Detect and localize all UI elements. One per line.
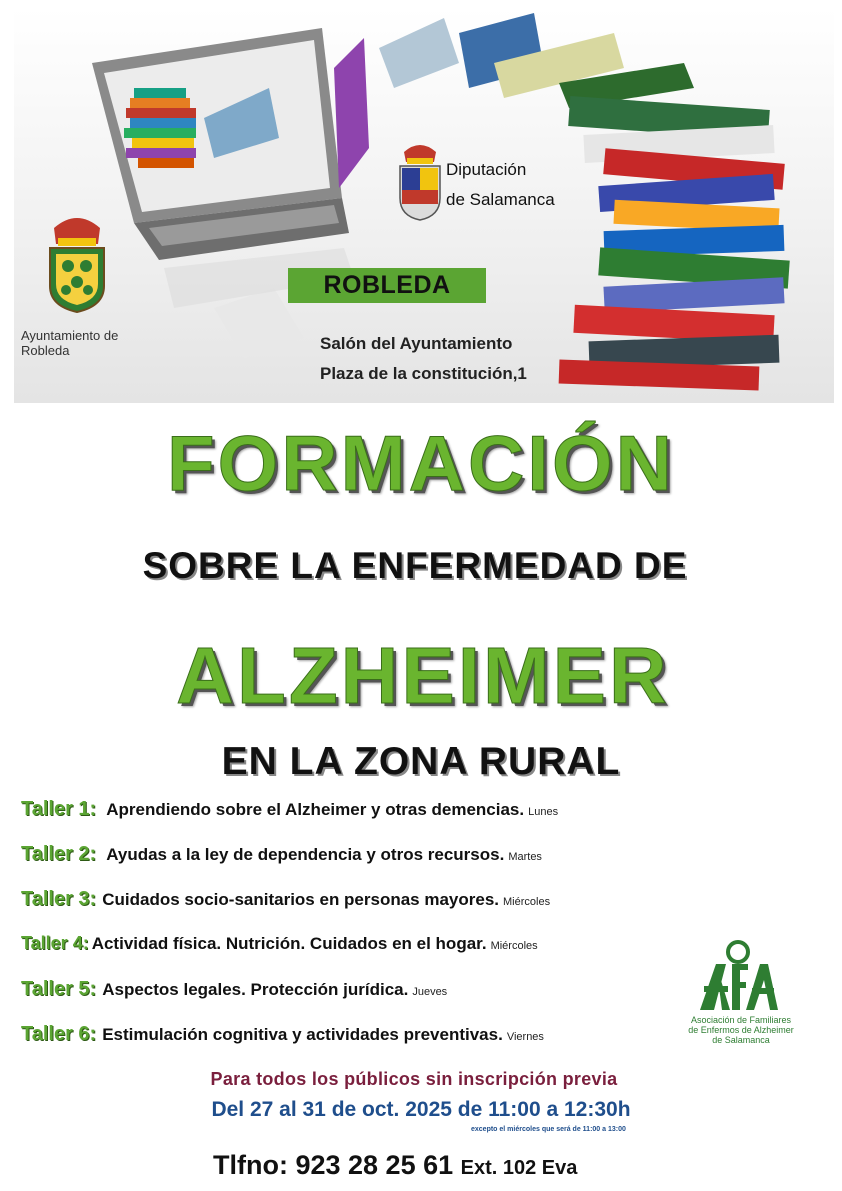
diputacion-label-line2: de Salamanca [446, 190, 555, 209]
taller-item-6 [21, 1023, 544, 1046]
books-stack-icon [559, 96, 790, 390]
contact-phone [213, 1150, 577, 1181]
diputacion-coat-of-arms-icon [398, 138, 442, 222]
ayuntamiento-label [21, 328, 118, 358]
wednesday-exception: excepto el miércoles que será de 11:00 a 13:00 [471, 1126, 626, 1133]
afa-label [686, 1015, 796, 1045]
taller-day: Martes [508, 851, 542, 863]
taller-day: Lunes [528, 806, 559, 818]
taller-title: Ayudas a la ley de dependencia y otros recursos. [106, 845, 505, 864]
taller-item-1 [21, 798, 558, 821]
taller-title: Actividad física. Nutrición. Cuidados en el hogar. [91, 934, 487, 953]
title-rural: EN LA ZONA RURAL [221, 740, 621, 783]
diputacion-label-line1: Diputación [446, 160, 527, 179]
event-dates: Del 27 al 31 de oct. 2025 de 11:00 a 12:30h [211, 1098, 631, 1121]
taller-item-4 [21, 933, 538, 954]
taller-day: Miércoles [503, 896, 551, 908]
taller-item-2 [21, 843, 542, 866]
taller-title: Aprendiendo sobre el Alzheimer y otras demencias. [106, 800, 525, 819]
taller-label: Taller 5: [21, 978, 97, 1000]
taller-label: Taller 4: [21, 933, 89, 953]
taller-day: Jueves [412, 986, 448, 998]
phone-number: Tlfno: 923 28 25 61 [213, 1150, 454, 1180]
taller-item-5 [21, 978, 447, 1001]
taller-label: Taller 3: [21, 888, 97, 910]
taller-title: Aspectos legales. Protección jurídica. [102, 980, 409, 999]
title-formacion: FORMACIÓN [167, 419, 675, 507]
title-alzheimer: ALZHEIMER [176, 631, 670, 720]
afa-label-line3: de Salamanca [712, 1035, 770, 1045]
afa-label-line1: Asociación de Familiares [690, 1015, 792, 1025]
venue-name: Salón del Ayuntamiento [320, 334, 513, 353]
phone-extension: Ext. 102 Eva [460, 1157, 578, 1179]
ayuntamiento-label-line1: Ayuntamiento de [21, 328, 119, 343]
title-sobre: SOBRE LA ENFERMEDAD DE [142, 545, 688, 586]
afa-logo-icon [696, 940, 780, 1014]
venue-address: Plaza de la constitución,1 [320, 364, 527, 383]
taller-item-3 [21, 888, 550, 911]
afa-label-line2: de Enfermos de Alzheimer [688, 1025, 794, 1035]
location-badge: ROBLEDA [288, 268, 486, 303]
taller-label: Taller 6: [21, 1023, 97, 1045]
taller-title: Cuidados socio-sanitarios en personas mayores. [102, 890, 500, 909]
taller-label: Taller 1: [21, 798, 97, 820]
taller-day: Viernes [506, 1031, 544, 1043]
ayuntamiento-label-line2: Robleda [21, 343, 70, 358]
audience-note: Para todos los públicos sin inscripción previa [210, 1069, 618, 1089]
ayuntamiento-coat-of-arms-icon [44, 208, 110, 314]
taller-day: Miércoles [490, 940, 538, 952]
taller-title: Estimulación cognitiva y actividades preventivas. [102, 1025, 503, 1044]
taller-label: Taller 2: [21, 843, 97, 865]
